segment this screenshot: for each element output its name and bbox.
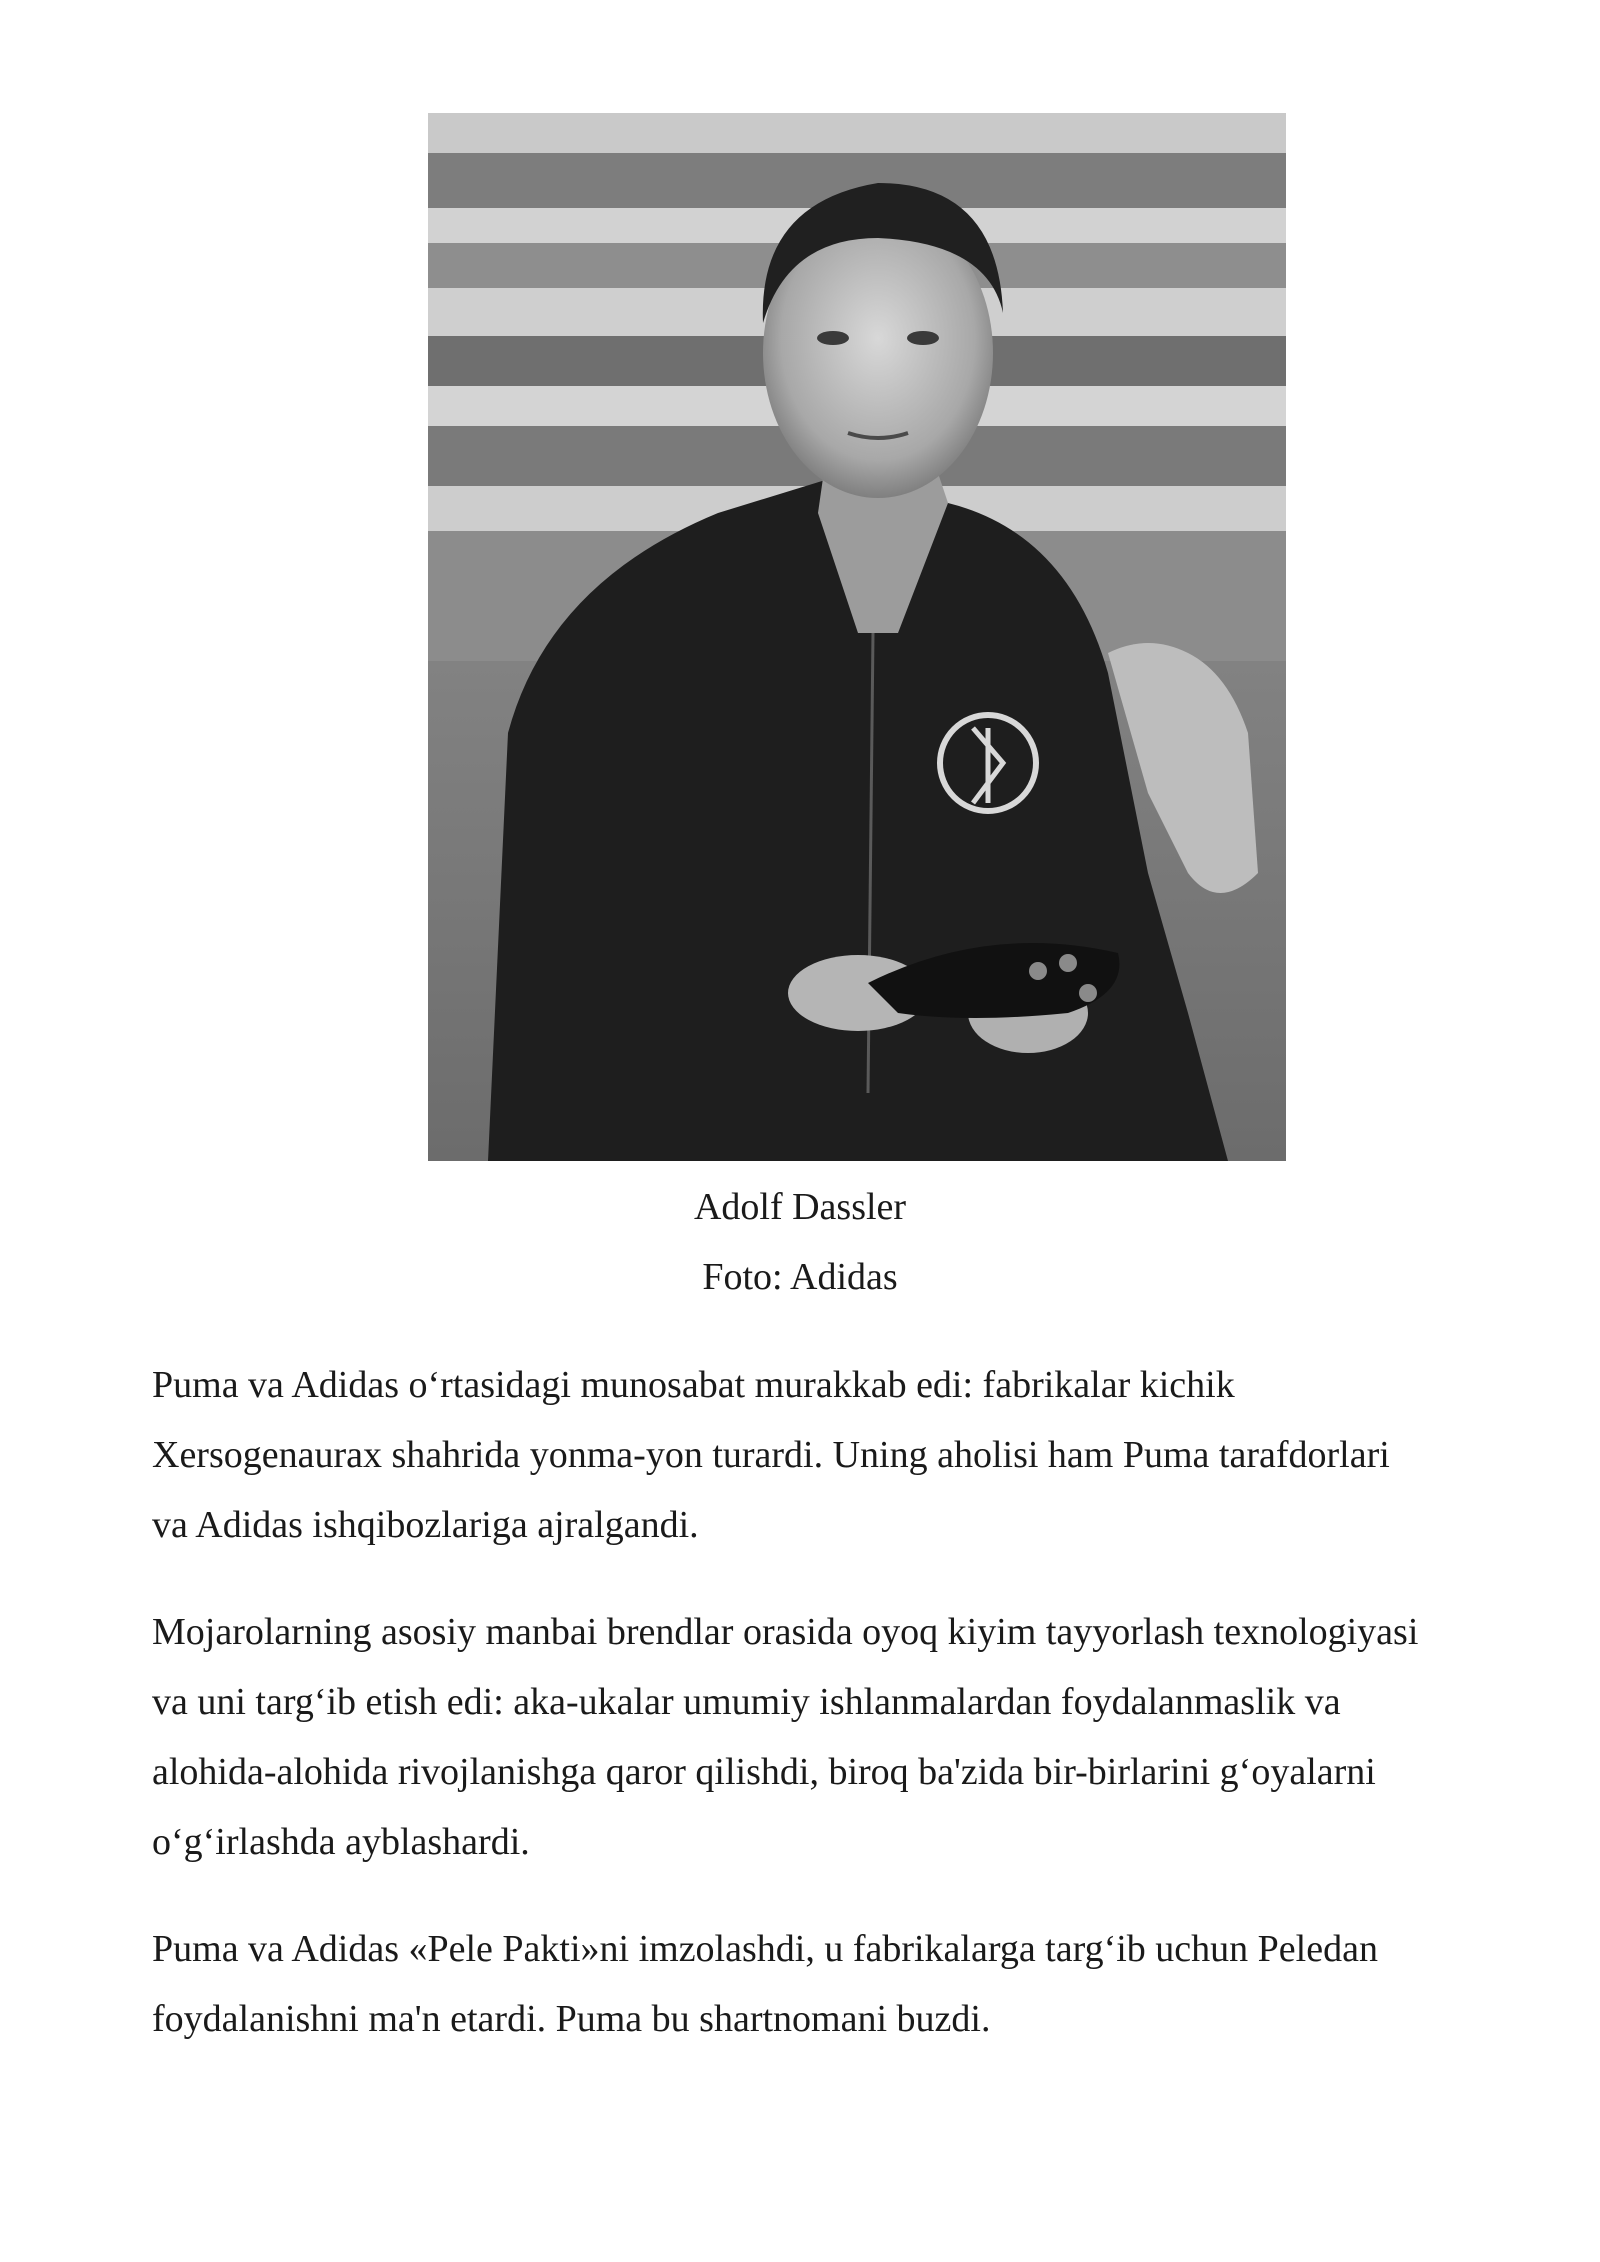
- paragraph-line: foydalanishni ma'n etardi. Puma bu shartnomani buzdi.: [152, 1998, 991, 2040]
- paragraph-2: [152, 1597, 1482, 1877]
- portrait-photo: [428, 113, 1286, 1161]
- paragraph-line: o‘g‘irlashda ayblashardi.: [152, 1821, 530, 1863]
- portrait-photo-graphic: [428, 113, 1286, 1161]
- paragraph-line: Puma va Adidas o‘rtasidagi munosabat murakkab edi: fabrikalar kichik: [152, 1364, 1235, 1406]
- paragraph-line: Puma va Adidas «Pele Pakti»ni imzolashdi, u fabrikalarga targ‘ib uchun Peledan: [152, 1928, 1378, 1970]
- photo-caption-credit: Foto: Adidas: [702, 1256, 898, 1298]
- photo-caption-name: Adolf Dassler: [693, 1186, 907, 1228]
- paragraph-1: [152, 1350, 1482, 1560]
- paragraph-line: alohida-alohida rivojlanishga qaror qilishdi, biroq ba'zida bir-birlarini g‘oyalarni: [152, 1751, 1376, 1793]
- paragraph-line: va Adidas ishqibozlariga ajralgandi.: [152, 1504, 699, 1546]
- paragraph-line: Xersogenaurax shahrida yonma-yon turardi. Uning aholisi ham Puma tarafdorlari: [152, 1434, 1390, 1476]
- paragraph-3: [152, 1914, 1482, 2054]
- paragraph-line: va uni targ‘ib etish edi: aka-ukalar umumiy ishlanmalardan foydalanmaslik va: [152, 1681, 1341, 1723]
- paragraph-line: Mojarolarning asosiy manbai brendlar orasida oyoq kiyim tayyorlash texnologiyasi: [152, 1611, 1419, 1653]
